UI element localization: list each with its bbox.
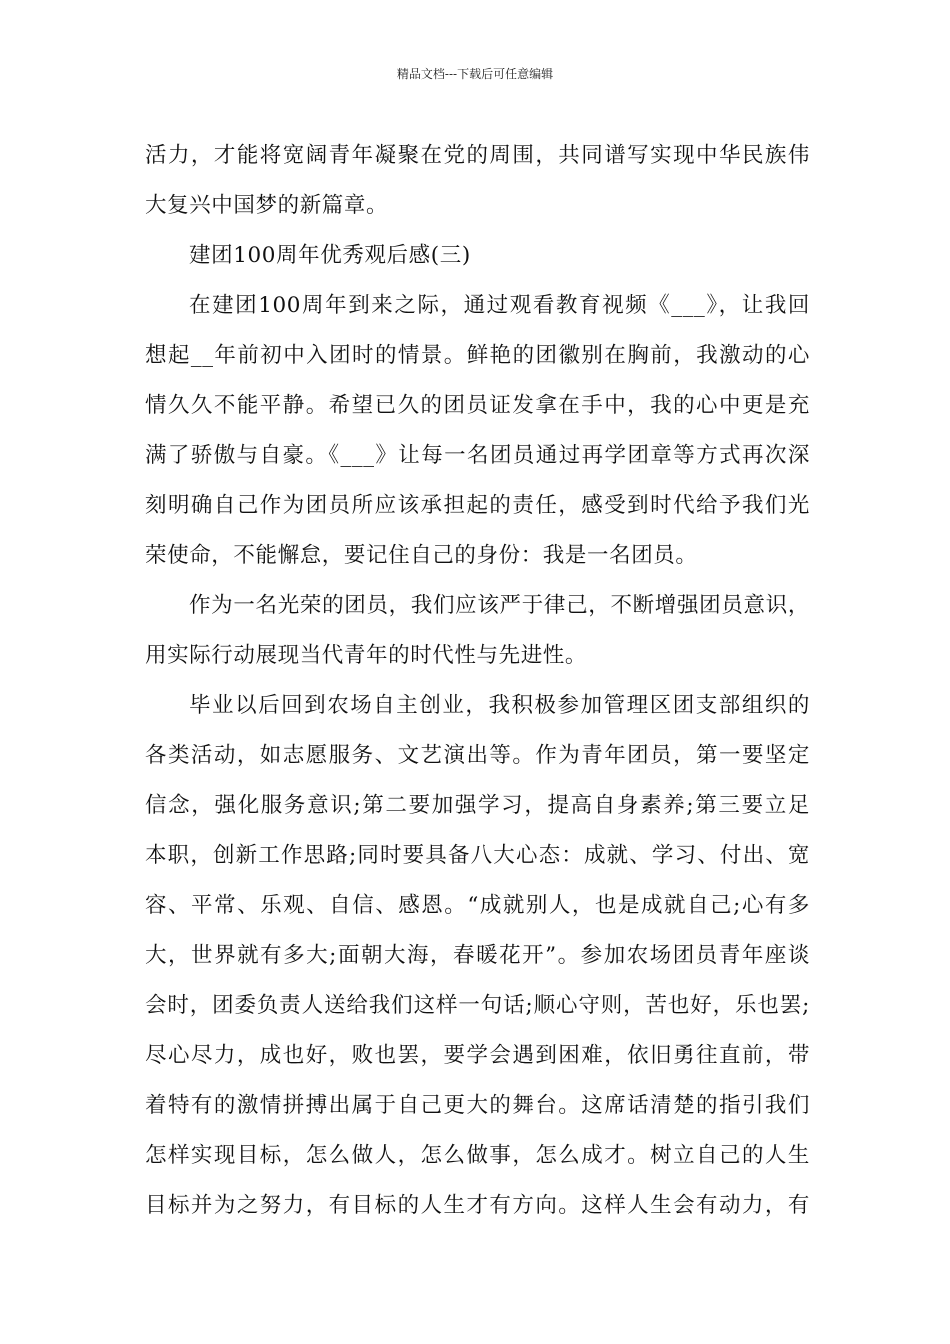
- document-body: [145, 131, 810, 1231]
- text-line: 活力，才能将宽阔青年凝聚在党的周围，共同谱写实现中华民族伟: [145, 143, 810, 168]
- text-line: 怎样实现目标，怎么做人，怎么做事，怎么成才。树立自己的人生: [145, 1143, 810, 1168]
- text-line: 想起__年前初中入团时的情景。鲜艳的团徽别在胸前，我激动的心: [145, 343, 810, 368]
- text-line: 大，世界就有多大;面朝大海，春暖花开”。参加农场团员青年座谈: [145, 943, 810, 968]
- text-line: 会时，团委负责人送给我们这样一句话;顺心守则，苦也好，乐也罢;: [145, 993, 810, 1018]
- text-line: 本职，创新工作思路;同时要具备八大心态：成就、学习、付出、宽: [145, 843, 810, 868]
- text-line: 情久久不能平静。希望已久的团员证发拿在手中，我的心中更是充: [145, 393, 810, 418]
- text-line: 容、平常、乐观、自信、感恩。“成就别人，也是成就自己;心有多: [145, 893, 810, 918]
- text-line: 目标并为之努力，有目标的人生才有方向。这样人生会有动力，有: [145, 1193, 810, 1218]
- text-line: 在建团100周年到来之际，通过观看教育视频《___》，让我回: [189, 293, 810, 318]
- text-line: 用实际行动展现当代青年的时代性与先进性。: [145, 643, 588, 668]
- paragraph-experience: [145, 681, 810, 1231]
- text-line: 尽心尽力，成也好，败也罢，要学会遇到困难，依旧勇往直前，带: [145, 1043, 810, 1068]
- page-header: 精品文档---下载后可任意编辑: [396, 67, 554, 81]
- text-line: 荣使命，不能懈怠，要记住自己的身份：我是一名团员。: [145, 543, 698, 568]
- text-line: 着特有的激情拼搏出属于自己更大的舞台。这席话清楚的指引我们: [145, 1093, 810, 1118]
- text-line: 满了骄傲与自豪。《___》让每一名团员通过再学团章等方式再次深: [145, 443, 810, 468]
- text-line: 信念，强化服务意识;第二要加强学习，提高自身素养;第三要立足: [145, 793, 810, 818]
- section-heading: 建团100周年优秀观后感(三): [189, 243, 471, 268]
- paragraph-duty: [145, 581, 810, 681]
- text-line: 刻明确自己作为团员所应该承担起的责任，感受到时代给予我们光: [145, 493, 810, 518]
- text-line: 各类活动，如志愿服务、文艺演出等。作为青年团员，第一要坚定: [145, 743, 810, 768]
- paragraph-continuation: [145, 131, 810, 231]
- text-line: 大复兴中国梦的新篇章。: [145, 193, 389, 218]
- text-line: 毕业以后回到农场自主创业，我积极参加管理区团支部组织的: [189, 693, 810, 718]
- paragraph-intro: [145, 281, 810, 581]
- text-line: 作为一名光荣的团员，我们应该严于律己，不断增强团员意识，: [189, 593, 810, 618]
